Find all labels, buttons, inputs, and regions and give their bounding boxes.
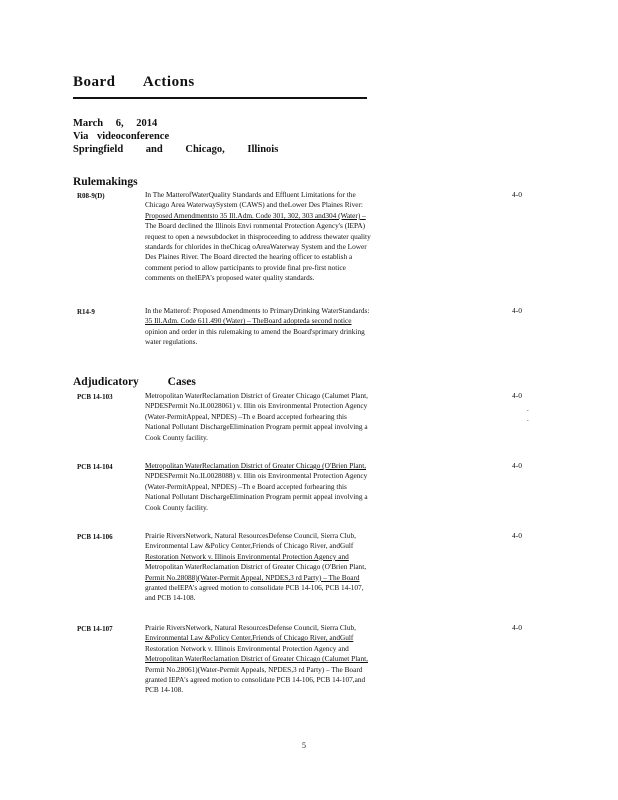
text-line: Metropolitan WaterReclamation District of Greater Chicago (Calumet Plant,: [145, 654, 368, 664]
text-line: 35 Ill.Adm. Code 611.490 (Water) – TheBoard adopteda second notice: [145, 316, 352, 326]
text-line: Metropolitan WaterReclamation District of Greater Chicago (O'Brien Plant,: [145, 562, 367, 572]
case-number: PCB 14-107: [77, 625, 113, 633]
text-line: Cook County facility.: [145, 432, 208, 442]
vote-count: 4-0: [512, 306, 522, 315]
case-number: R14-9: [77, 308, 95, 316]
case-number: PCB 14-106: [77, 533, 113, 541]
text-line: Cook County facility.: [145, 502, 208, 512]
text-line: Des Plaines River. The Board directed the hearing officer to establish a: [145, 252, 353, 262]
page-title: Board Actions: [73, 74, 195, 90]
text-line: standards for chlorides in theChicag oAreaWaterway System and the Lower: [145, 242, 367, 252]
margin-mark: .: [527, 415, 529, 423]
case-description: [145, 190, 460, 284]
text-line: request to open a newsubdocket in thisproceeding to address thewater quality: [145, 231, 371, 241]
case-description: [145, 461, 460, 513]
vote-count: 4-0: [512, 391, 522, 400]
text-line: Restoration Network v. Illinois Environmental Protection Agency and: [145, 643, 349, 653]
text-line: NPDESPermit No.IL0028088) v. Illin ois Environmental Protection Agency: [145, 471, 368, 481]
text-line: Environmental Law &Policy Center,Friends of Chicago River, andGulf: [145, 633, 354, 643]
meeting-info: [73, 117, 278, 156]
text-line: Permit No.28088)(Water-Permit Appeal, NPDES,3 rd Party) – The Board: [145, 572, 360, 582]
case-description: [145, 391, 460, 443]
case-description: [145, 623, 460, 696]
vote-count: 4-0: [512, 531, 522, 540]
vote-count: 4-0: [512, 190, 522, 199]
text-line: (Water-PermitAppeal, NPDES) –Th e Board accepted forhearing this: [145, 411, 347, 421]
meeting-via: Via videoconference: [73, 131, 170, 142]
section-heading-rulemakings: Rulemakings: [73, 176, 138, 188]
text-line: granted IEPA's agreed motion to consolidate PCB 14-106, PCB 14-107,and: [145, 675, 366, 685]
text-line: opinion and order in this rulemaking to amend the Board'sprimary drinking: [145, 326, 365, 336]
section-heading-adjudicatory: Adjudicatory Cases: [73, 376, 196, 388]
text-line: and PCB 14-108.: [145, 593, 196, 603]
title-divider: [73, 97, 367, 99]
vote-count: 4-0: [512, 461, 522, 470]
text-line: In The MatterofWaterQuality Standards and Effluent Limitations for the: [145, 190, 356, 199]
text-line: comment period to allow participants to provide final pre-first notice: [145, 262, 346, 272]
text-line: Proposed Amendmentsto 35 Ill.Adm. Code 301, 302, 303 and304 (Water) –: [145, 210, 366, 220]
meeting-date: March 6, 2014: [73, 118, 158, 129]
text-line: NPDESPermit No.IL0028061) v. Illin ois Environmental Protection Agency: [145, 401, 368, 411]
vote-count: 4-0: [512, 623, 522, 632]
case-number: PCB 14-103: [77, 393, 113, 401]
text-line: In the Matterof: Proposed Amendments to PrimaryDrinking WaterStandards:: [145, 306, 370, 315]
page-number: 5: [302, 741, 306, 750]
text-line: (Water-PermitAppeal, NPDES) –Th e Board accepted forhearing this: [145, 481, 347, 491]
case-number: R08-9(D): [77, 192, 105, 200]
text-line: National Pollutant DischargeElimination Program permit appeal involving a: [145, 422, 368, 432]
text-line: Metropolitan WaterReclamation District of Greater Chicago (Calumet Plant,: [145, 391, 368, 400]
text-line: Prairie RiversNetwork, Natural ResourcesDefense Council, Sierra Club,: [145, 623, 356, 632]
text-line: PCB 14-108.: [145, 685, 184, 695]
text-line: granted theIEPA's agreed motion to consolidate PCB 14-106, PCB 14-107,: [145, 583, 364, 593]
meeting-location: Springfield and Chicago, Illinois: [73, 144, 279, 155]
text-line: Restoration Network v. Illinois Environmental Protection Agency and: [145, 551, 349, 561]
case-description: [145, 531, 460, 604]
case-number: PCB 14-104: [77, 463, 113, 471]
text-line: Permit No.28061)(Water-Permit Appeals, NPDES,3 rd Party) – The Board: [145, 664, 363, 674]
text-line: Prairie RiversNetwork, Natural ResourcesDefense Council, Sierra Club,: [145, 531, 356, 540]
text-line: Environmental Law &Policy Center,Friends of Chicago River, andGulf: [145, 541, 354, 551]
text-line: water regulations.: [145, 337, 198, 347]
text-line: Chicago Area WaterwaySystem (CAWS) and theLower Des Plaines River:: [145, 200, 363, 210]
case-description: [145, 306, 460, 348]
text-line: Metropolitan WaterReclamation District of Greater Chicago (O'Brien Plant,: [145, 461, 367, 470]
text-line: The Board declined the Illinois Envi ronmental Protection Agency's (IEPA): [145, 221, 366, 231]
text-line: National Pollutant DischargeElimination Program permit appeal involving a: [145, 492, 368, 502]
margin-mark: .: [527, 405, 529, 413]
text-line: comments on theIEPA's proposed water quality standards.: [145, 273, 315, 283]
